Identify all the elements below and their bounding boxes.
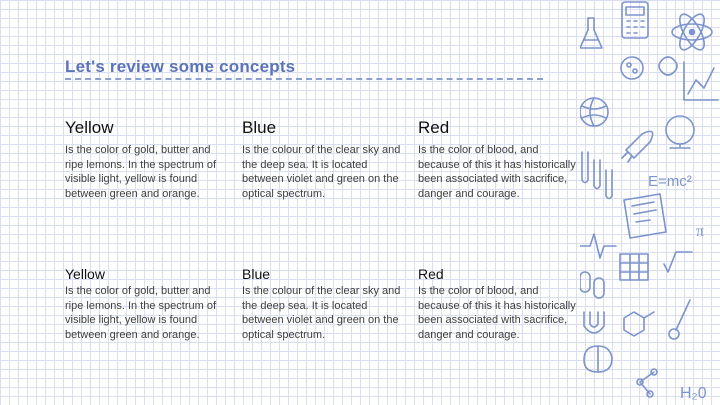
- concept-text: Is the color of gold, butter and ripe lemons. In the spectrum of visible light, yellow is found between green and orange.: [65, 144, 217, 200]
- chart-icon: [684, 62, 718, 100]
- concept-blue: [242, 118, 402, 201]
- concept-red: [418, 118, 578, 201]
- pulse-icon: [580, 234, 616, 258]
- concept-heading: Yellow: [65, 266, 105, 282]
- title-divider: [65, 78, 543, 80]
- flask-icon: [580, 18, 602, 48]
- concept-heading: Red: [418, 118, 450, 137]
- globe-icon: [666, 116, 694, 148]
- molecule-icon: [637, 369, 657, 397]
- slide-title: Let's review some concepts: [65, 57, 296, 76]
- magnet-icon: [584, 312, 604, 333]
- sqrt-icon: [664, 252, 692, 272]
- test-tubes-icon: [582, 152, 612, 199]
- concept-text: Is the color of blood, and because of this it has historically been associated with sacrifice, danger and courage.: [418, 285, 576, 341]
- book-icon: [624, 194, 666, 238]
- concept-text: Is the colour of the clear sky and the deep sea. It is located between violet and green on the optical spectrum.: [242, 144, 401, 200]
- concept-yellow: [65, 266, 225, 342]
- pi-text: π: [696, 223, 705, 240]
- concept-heading: Blue: [242, 266, 271, 282]
- equation-text: E=mc²: [648, 173, 692, 190]
- thermometer-icon: [669, 300, 690, 339]
- concept-text: Is the color of gold, butter and ripe lemons. In the spectrum of visible light, yellow is found between green and orange.: [65, 285, 217, 341]
- concept-heading: Yellow: [65, 118, 114, 137]
- brain-icon: [584, 346, 612, 372]
- atom-icon: [672, 11, 712, 54]
- periodic-table-icon: [620, 254, 648, 280]
- bacteria-icon: [621, 57, 677, 79]
- rocket-icon: [622, 131, 653, 162]
- concept-yellow: [65, 118, 225, 201]
- h2o-text: H₂0: [680, 385, 707, 402]
- globe-icon: [580, 98, 608, 126]
- concept-text: Is the colour of the clear sky and the deep sea. It is located between violet and green on the optical spectrum.: [242, 285, 401, 341]
- concept-red: [418, 266, 578, 342]
- concept-heading: Red: [418, 266, 444, 282]
- concept-text: Is the color of blood, and because of this it has historically been associated with sacrifice, danger and courage.: [418, 144, 576, 200]
- concept-heading: Blue: [242, 118, 277, 137]
- science-doodles: [580, 0, 720, 405]
- concept-blue: [242, 266, 402, 342]
- molecule-icon: [624, 312, 654, 336]
- pills-icon: [580, 272, 604, 298]
- calculator-icon: [622, 2, 648, 38]
